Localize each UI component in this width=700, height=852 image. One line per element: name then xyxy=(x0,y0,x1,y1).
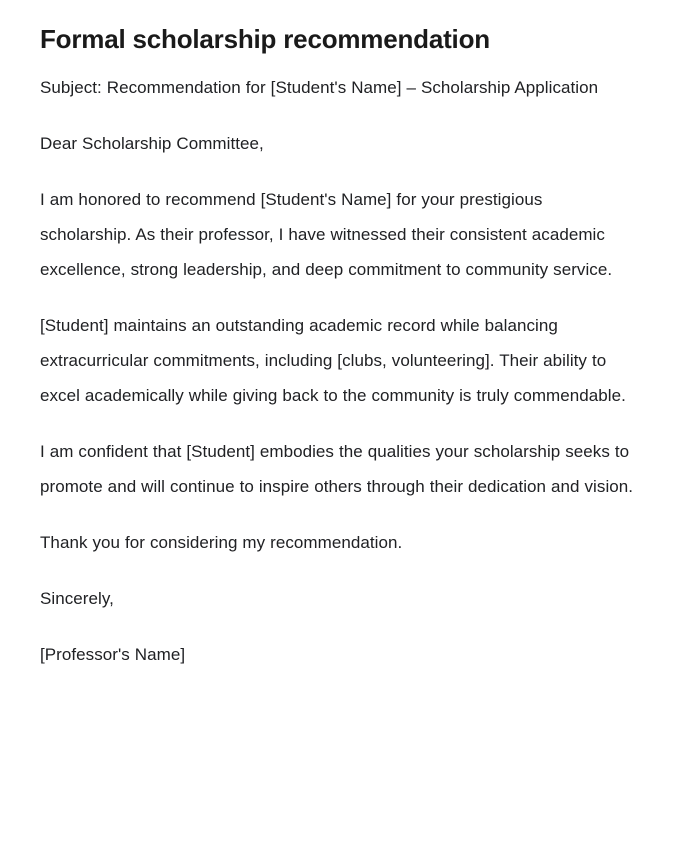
academic-record-paragraph: [Student] maintains an outstanding academic record while balancing extracurricular commitments, including [clubs, volunteering]. Their ability to excel academically while giving back to the community is truly commendable. xyxy=(40,316,626,405)
endorsement-paragraph: I am confident that [Student] embodies the qualities your scholarship seeks to promote and will continue to inspire others through their dedication and vision. xyxy=(40,442,634,496)
opening-paragraph: I am honored to recommend [Student's Name] for your prestigious scholarship. As their professor, I have witnessed their consistent academic excellence, strong leadership, and deep commitment to community service. xyxy=(40,190,613,279)
salutation: Dear Scholarship Committee, xyxy=(40,134,264,153)
sign-off: Sincerely, xyxy=(40,589,114,608)
document-body xyxy=(40,70,638,672)
page-title: Formal scholarship recommendation xyxy=(40,24,490,54)
signature-name: [Professor's Name] xyxy=(40,645,186,664)
closing-thanks: Thank you for considering my recommendation. xyxy=(40,533,403,552)
subject-line: Subject: Recommendation for [Student's Name] – Scholarship Application xyxy=(40,78,599,97)
